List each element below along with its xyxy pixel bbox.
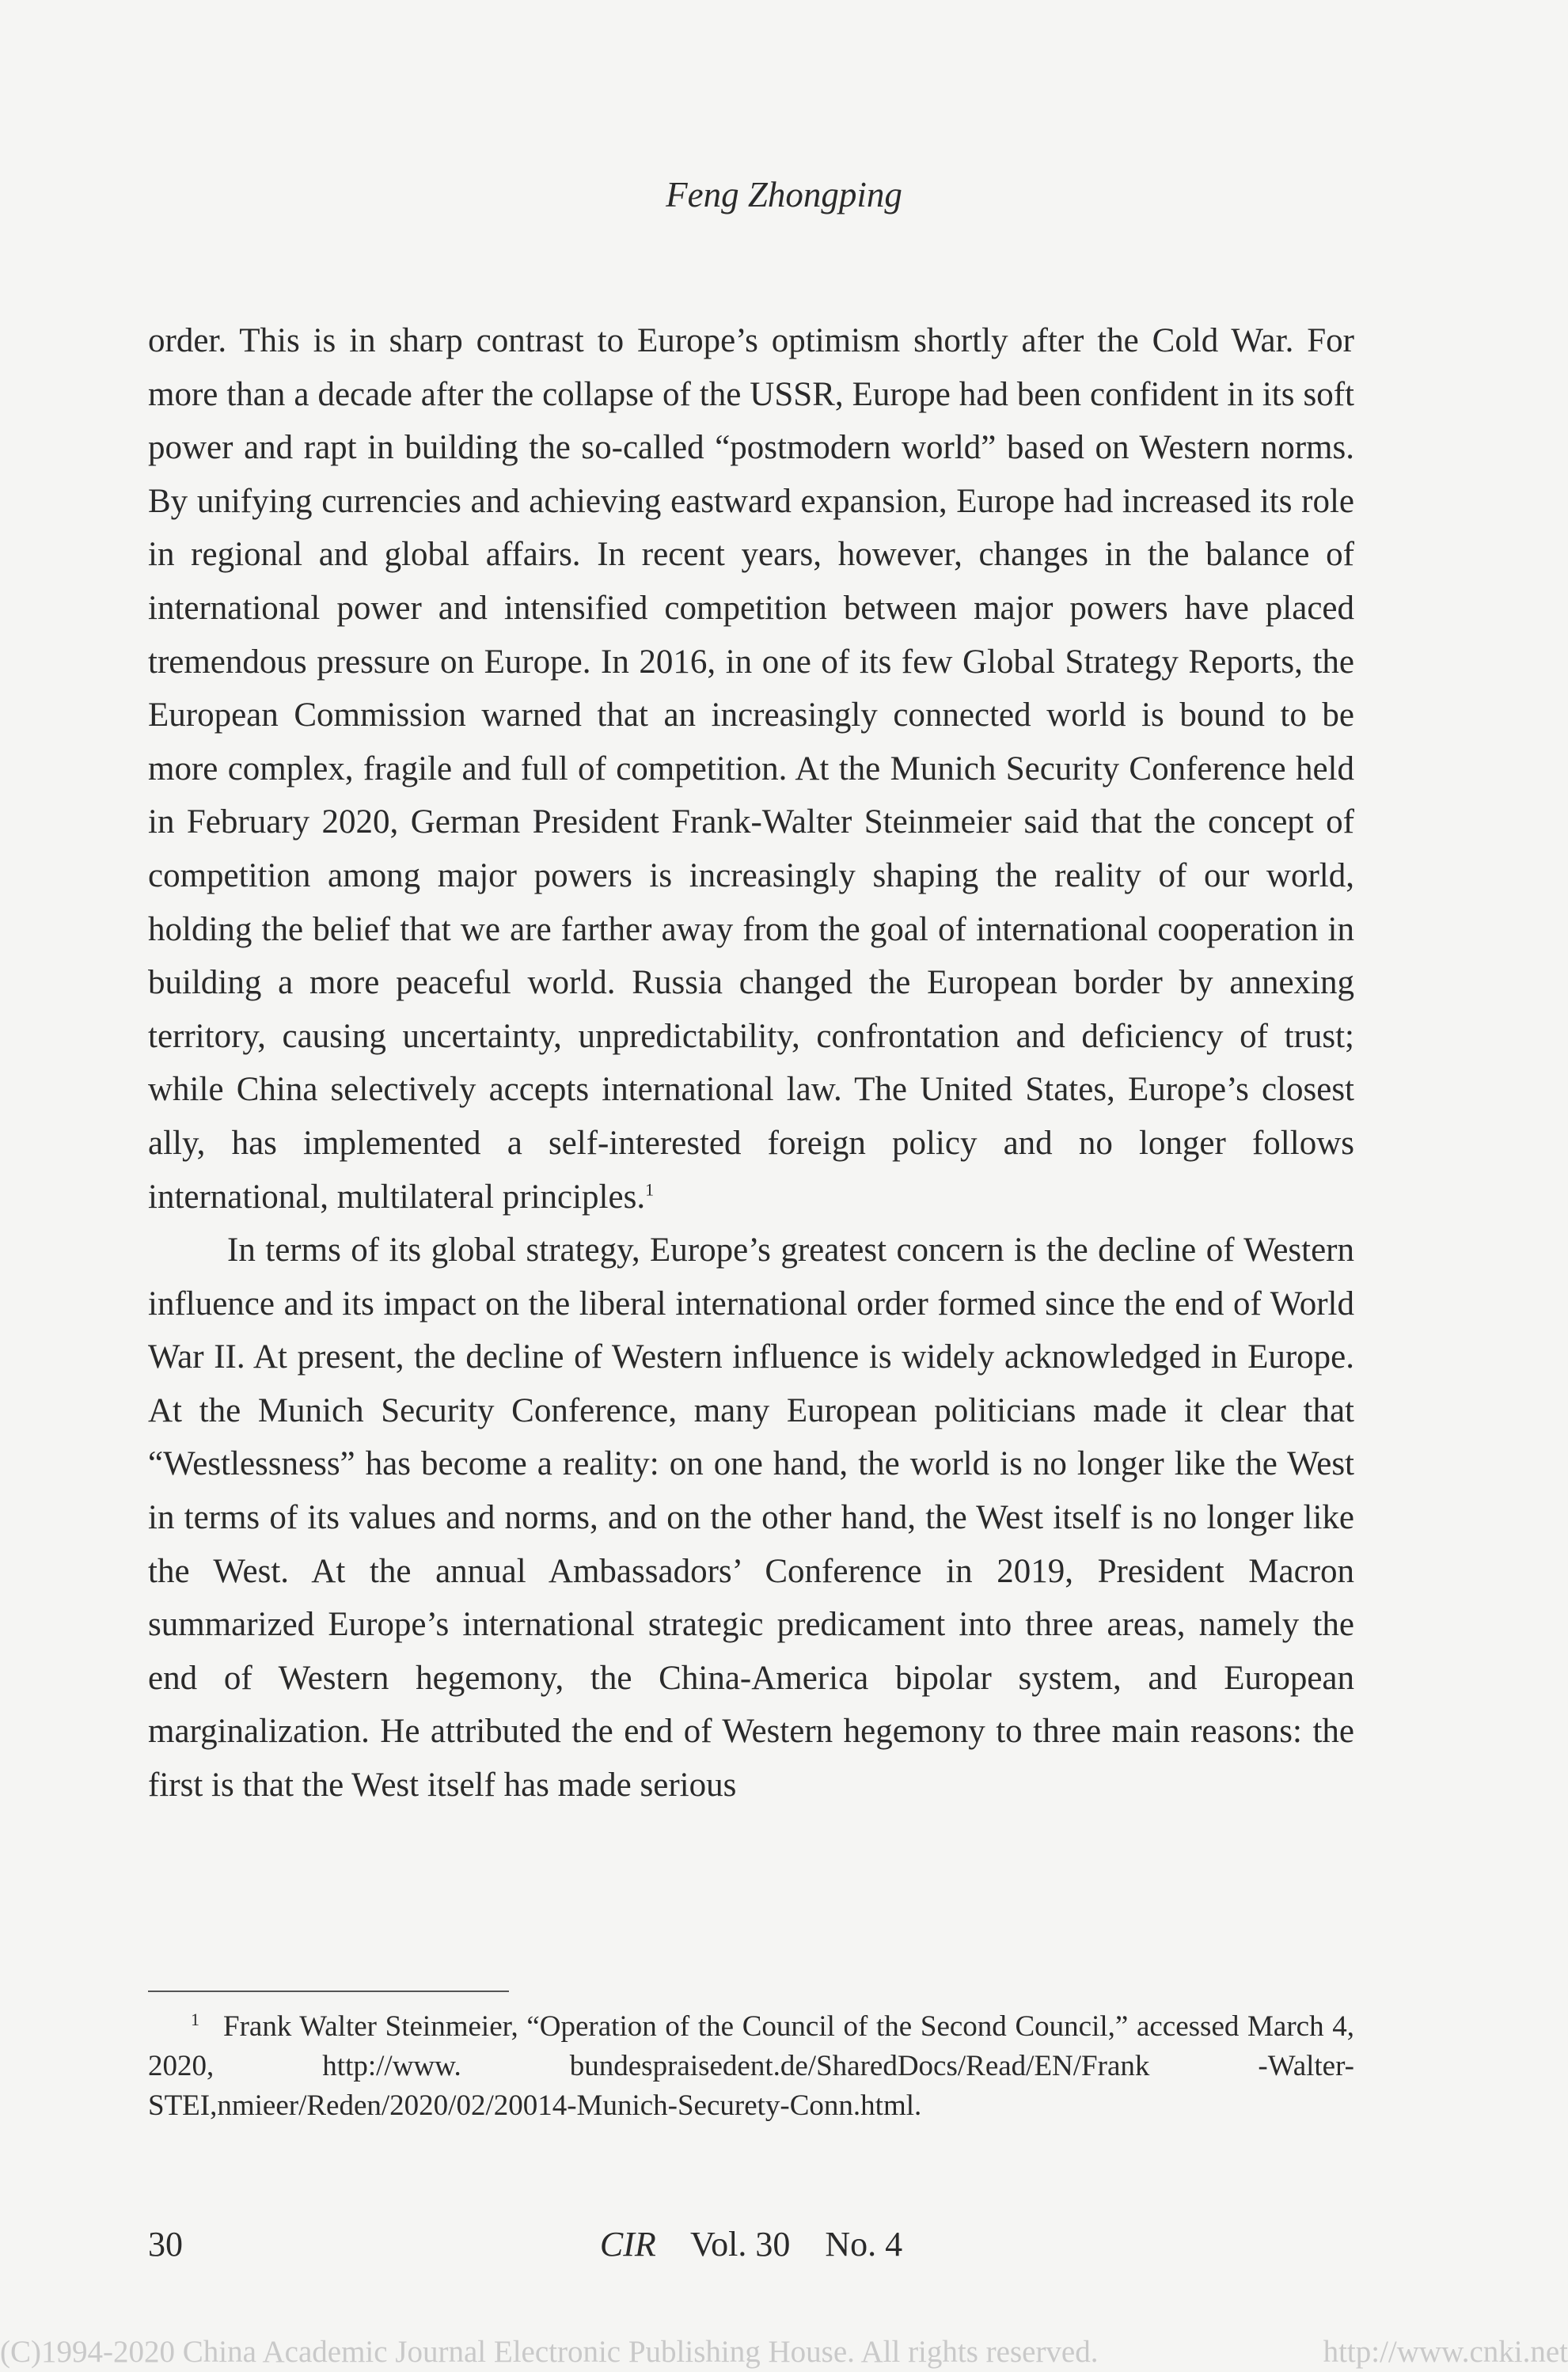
journal-name: CIR	[599, 2225, 656, 2264]
page-footer	[148, 2221, 1354, 2268]
page-number: 30	[148, 2225, 183, 2264]
footnote-text: Frank Walter Steinmeier, “Operation of the Council of the Second Council,” accessed March 4, 2020, http://www. bundespraisedent.de/SharedDocs/Read/EN/Frank -Walter-STEI,nmieer/Reden/2020/02/20014-Munich-Securety-Conn.html.	[148, 2010, 1354, 2122]
paragraph	[148, 1224, 1354, 1812]
volume-issue: Vol. 30 No. 4	[690, 2225, 903, 2264]
body-text	[148, 314, 1354, 1812]
paragraph	[148, 314, 1354, 1224]
footnote: 1 Frank Walter Steinmeier, “Operation of the Council of the Second Council,” accessed March 4, 2020, http://www. bundespraisedent.de/SharedDocs/Read/EN/Frank -Walter-STEI,nmieer/Reden/2020/02/20014-Munich-Securety-Conn.html.	[148, 2009, 1354, 2122]
copyright-url[interactable]: http://www.cnki.net	[1323, 2335, 1568, 2369]
running-header: Feng Zhongping	[666, 175, 902, 214]
copyright-watermark	[0, 2333, 1568, 2371]
footnote-divider	[148, 1991, 509, 1992]
copyright-text: (C)1994-2020 China Academic Journal Electronic Publishing House. All rights reserved.	[0, 2335, 1099, 2369]
footnote-reference[interactable]: 1	[645, 1179, 655, 1200]
journal-citation	[148, 2221, 1354, 2268]
paragraph-text: order. This is in sharp contrast to Europe’s optimism shortly after the Cold War. For more than a decade after the collapse of the USSR, Europe had been confident in its soft power and rapt in building the so-called “postmodern world” based on Western norms. By unifying currencies and achieving eastward expansion, Europe had increased its role in regional and global affairs. In recent years, however, changes in the balance of international power and intensified competition between major powers have placed tremendous pressure on Europe. In 2016, in one of its few Global Strategy Reports, the European Commission warned that an increasingly connected world is bound to be more complex, fragile and full of competition. At the Munich Security Conference held in February 2020, German President Frank-Walter Steinmeier said that the concept of competition among major powers is increasingly shaping the reality of our world, holding the belief that we are farther away from the goal of international cooperation in building a more peaceful world. Russia changed the European border by annexing territory, causing uncertainty, unpredictability, confrontation and deficiency of trust; while China selectively accepts international law. The United States, Europe’s closest ally, has implemented a self-interested foreign policy and no longer follows international, multilateral principles.	[148, 322, 1354, 1216]
paragraph-text: In terms of its global strategy, Europe’s greatest concern is the decline of Western influence and its impact on the liberal international order formed since the end of World War II. At present, the decline of Western influence is widely acknowledged in Europe. At the Munich Security Conference, many European politicians made it clear that “Westlessness” has become a reality: on one hand, the world is no longer like the West in terms of its values and norms, and on the other hand, the West itself is no longer like the West. At the annual Ambassadors’ Conference in 2019, President Macron summarized Europe’s international strategic predicament into three areas, namely the end of Western hegemony, the China-America bipolar system, and European marginalization. He attributed the end of Western hegemony to three main reasons: the first is that the West itself has made serious	[148, 1232, 1354, 1805]
